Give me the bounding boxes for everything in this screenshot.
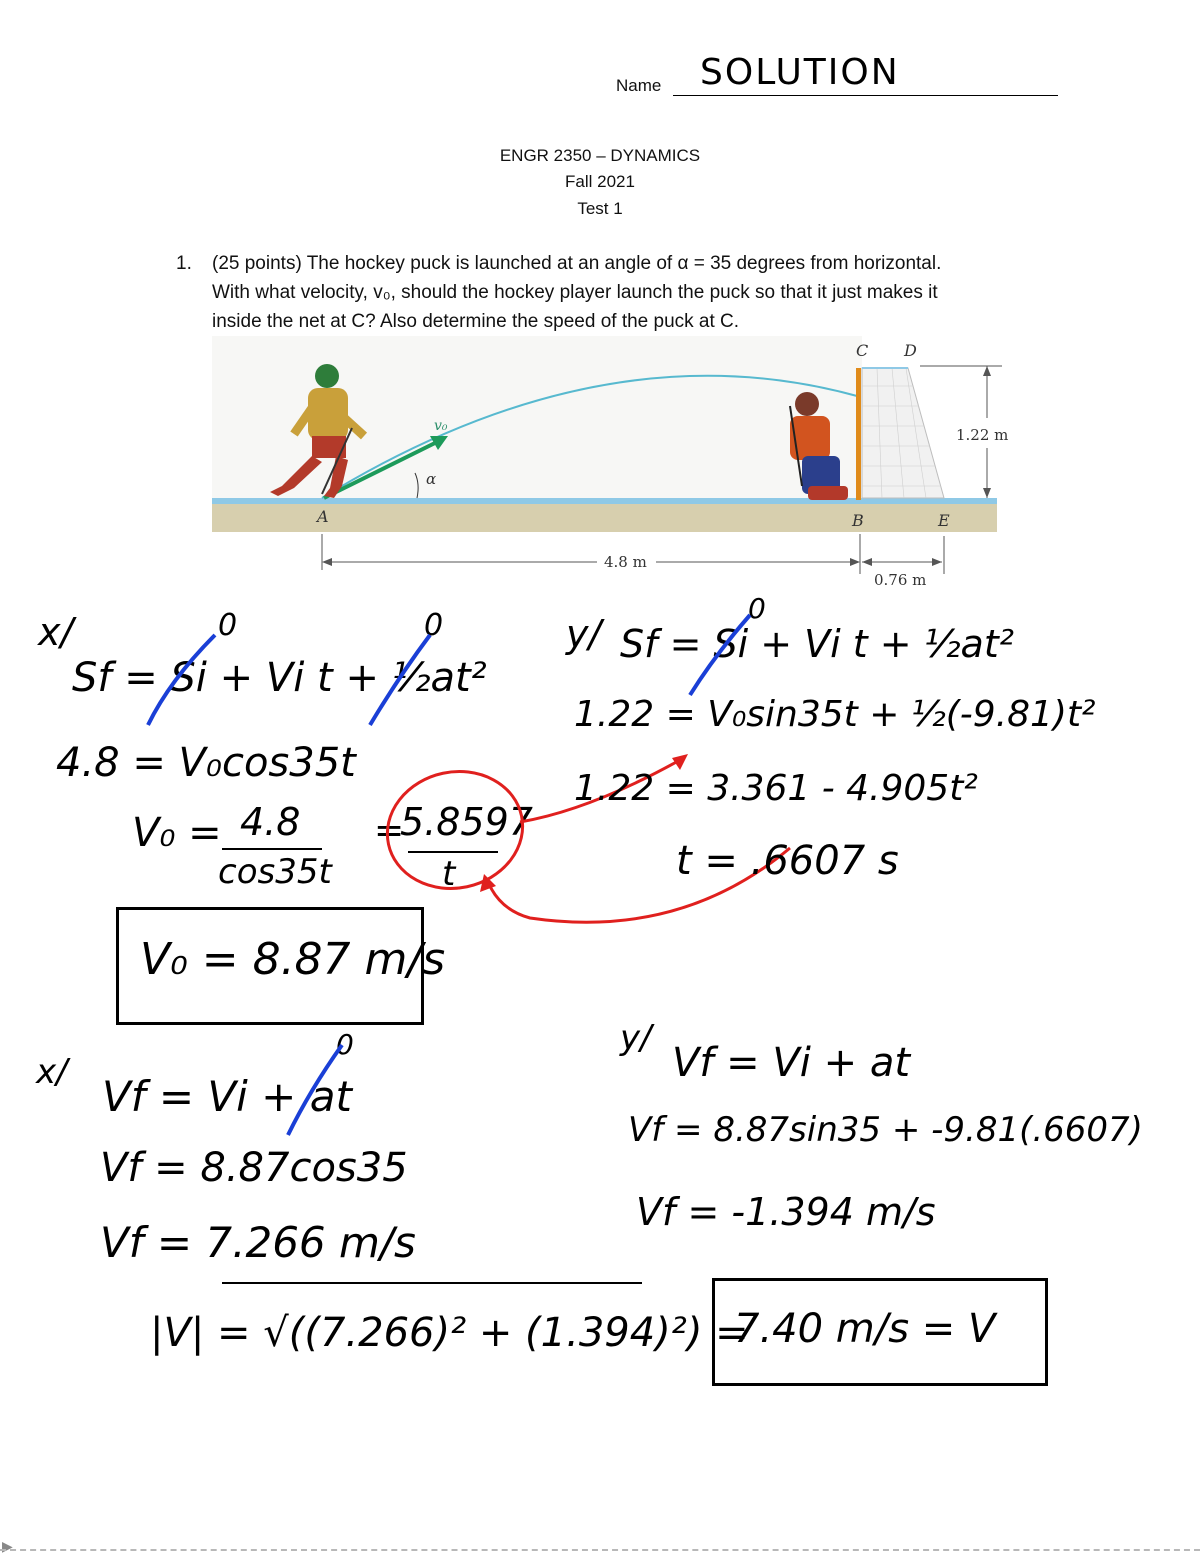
x-eq3-lhs: V₀ =: [132, 810, 222, 856]
problem-number: 1.: [176, 253, 192, 274]
x2-eq2: Vf = 8.87cos35: [100, 1145, 408, 1191]
problem-line-3: inside the net at C? Also determine the speed of the puck at C.: [212, 311, 740, 332]
x-label: x/: [38, 610, 74, 654]
x-zero2: 0: [424, 608, 444, 643]
x2-eq3: Vf = 7.266 m/s: [100, 1218, 416, 1267]
y2-eq2: Vf = 8.87sin35 + -9.81(.6607): [628, 1110, 1143, 1150]
y2-label: y/: [620, 1018, 652, 1058]
y-zero: 0: [748, 592, 766, 625]
dim-net: 0.76 m: [874, 571, 927, 589]
label-A: A: [317, 507, 329, 526]
x-eq3-num: 4.8: [240, 800, 301, 844]
y-eq4: t = .6607 s: [676, 838, 899, 884]
course-term: Fall 2021: [565, 172, 635, 191]
final-topline: [222, 1282, 642, 1284]
problem-line-2: With what velocity, v₀, should the hockey player launch the puck so that it just makes it: [212, 282, 938, 303]
x-eq2: 4.8 = V₀cos35t: [56, 740, 356, 786]
dim-horizontal: 4.8 m: [604, 553, 647, 571]
final-result: 7.40 m/s = V: [734, 1306, 996, 1352]
name-underline: [673, 95, 1058, 96]
label-B: B: [852, 511, 864, 530]
x-eq3-eq: =: [374, 810, 405, 851]
x-cancel-strokes: [140, 630, 440, 730]
page-marker-icon: ▶: [2, 1538, 13, 1554]
y2-eq3: Vf = -1.394 m/s: [636, 1190, 936, 1234]
page-break-line: [0, 1549, 1200, 1551]
label-D: D: [904, 341, 917, 360]
label-alpha: α: [426, 470, 437, 488]
test-title: Test 1: [577, 199, 623, 218]
label-E: E: [938, 511, 950, 530]
x-eq3-res-den: t: [442, 854, 456, 894]
x-zero1: 0: [218, 608, 238, 643]
x2-label: x/: [36, 1052, 68, 1092]
hockey-figure: [212, 336, 1012, 592]
label-C: C: [856, 341, 869, 360]
x-eq3-fraction-bar: [222, 848, 322, 850]
x-eq3-den: cos35t: [218, 852, 332, 892]
problem-line-1: (25 points) The hockey puck is launched at an angle of α = 35 degrees from horizontal.: [212, 253, 942, 274]
y-eq1: Sf = Si + Vi t + ½at²: [620, 622, 1014, 666]
final-lhs: |V| = √((7.266)² + (1.394)²) =: [150, 1310, 749, 1356]
dim-height: 1.22 m: [956, 426, 1009, 444]
x2-eq1: Vf = Vi + at: [102, 1072, 352, 1121]
name-value: SOLUTION: [700, 52, 900, 93]
y-eq2: 1.22 = V₀sin35t + ½(-9.81)t²: [574, 694, 1096, 735]
v0-result: V₀ = 8.87 m/s: [140, 934, 446, 985]
y-cancel-stroke: [680, 610, 760, 700]
label-v0: v₀: [434, 418, 448, 434]
y2-eq1: Vf = Vi + at: [672, 1040, 911, 1086]
y-eq3: 1.22 = 3.361 - 4.905t²: [574, 768, 978, 809]
name-label: Name: [616, 76, 662, 95]
x-eq1: Sf = Si + Vi t + ½at²: [72, 655, 487, 701]
y-label: y/: [566, 612, 602, 656]
x2-zero: 0: [336, 1028, 354, 1061]
course-title: ENGR 2350 – DYNAMICS: [499, 146, 701, 165]
x2-cancel-stroke: [280, 1040, 350, 1140]
x-eq3-res-num: 5.8597: [400, 800, 533, 844]
